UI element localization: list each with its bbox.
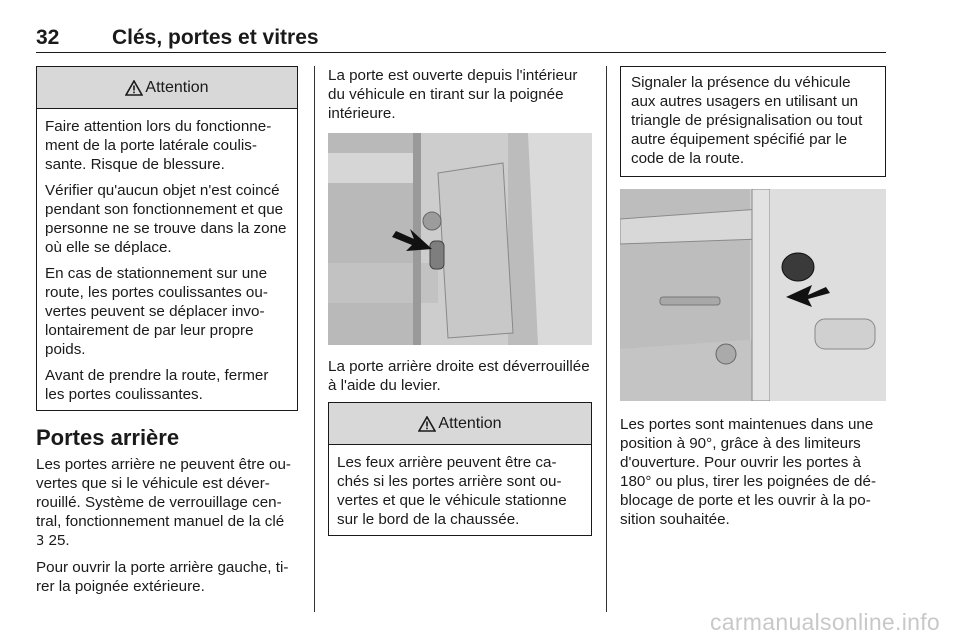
notice-body: [621, 67, 885, 176]
column-divider: [314, 66, 315, 612]
attention-paragraph: Vérifier qu'aucun objet n'est coincé pendant son fonctionnement et que personne ne se trouve dans la zone où elle se déplace.: [45, 182, 287, 256]
column-2: [328, 66, 592, 536]
column-1: [36, 66, 298, 603]
notice-paragraph: Signaler la présence du véhicule aux autres usagers en utilisant un triangle de présignalisation ou tout autre équipement spécifié par le code de la route.: [631, 74, 863, 167]
attention-title: Attention: [145, 79, 209, 96]
attention-body: [329, 445, 591, 535]
page-number: 32: [36, 26, 60, 49]
column-divider: [606, 66, 607, 612]
page-header: [36, 26, 886, 52]
door-lever-illustration: [328, 133, 592, 345]
notice-box: [620, 66, 886, 177]
watermark: carmanualsonline.info: [709, 609, 940, 635]
body-paragraph: Pour ouvrir la porte arrière gauche, tirer la poignée extérieure.: [36, 559, 289, 595]
attention-paragraph: En cas de stationnement sur une route, les portes coulissantes ouvertes peuvent se déplacer involontairement de par leur propre poids.: [45, 265, 268, 358]
figure-caption: La porte arrière droite est déverrouillée à l'aide du levier.: [328, 358, 590, 394]
attention-box: [328, 402, 592, 536]
section-title: Portes arrière: [36, 425, 180, 450]
attention-body: [37, 109, 297, 410]
attention-paragraph: Les feux arrière peuvent être cachés si les portes arrière sont ouvertes et que le véhicule stationne sur le bord de la chaussée.: [337, 454, 567, 528]
attention-paragraph: Faire attention lors du fonctionnement de la porte latérale coulissante. Risque de blessure.: [45, 118, 272, 173]
page-ref[interactable]: 25.: [48, 532, 70, 549]
body-text: Les portes arrière ne peuvent être ouvertes que si le véhicule est déverrouillé. Système de verrouillage central, fonctionnement manuel de la clé: [36, 456, 291, 530]
rear-door-illustration: [620, 189, 886, 401]
attention-paragraph: Avant de prendre la route, fermer les portes coulissantes.: [45, 367, 269, 403]
page-ref-arrow-icon: 3: [36, 534, 45, 549]
warning-triangle-icon: [418, 416, 436, 432]
attention-header: [329, 403, 591, 445]
header-rule: [36, 52, 886, 53]
column-3: [620, 66, 886, 536]
body-paragraph: [36, 455, 298, 551]
chapter-title: Clés, portes et vitres: [112, 26, 319, 49]
door-lever-figure: [328, 133, 592, 345]
body-paragraph: Les portes sont maintenues dans une position à 90°, grâce à des limiteurs d'ouverture. Pour ouvrir les portes à 180° ou plus, tirer les poignées de déblocage de porte et les ouvrir à la position souhaitée.: [620, 416, 876, 528]
attention-header: [37, 67, 297, 109]
rear-door-figure: [620, 189, 886, 401]
attention-title: Attention: [438, 415, 502, 432]
body-paragraph: La porte est ouverte depuis l'intérieur du véhicule en tirant sur la poignée intérieure.: [328, 67, 578, 122]
warning-triangle-icon: [125, 80, 143, 96]
attention-box: [36, 66, 298, 411]
